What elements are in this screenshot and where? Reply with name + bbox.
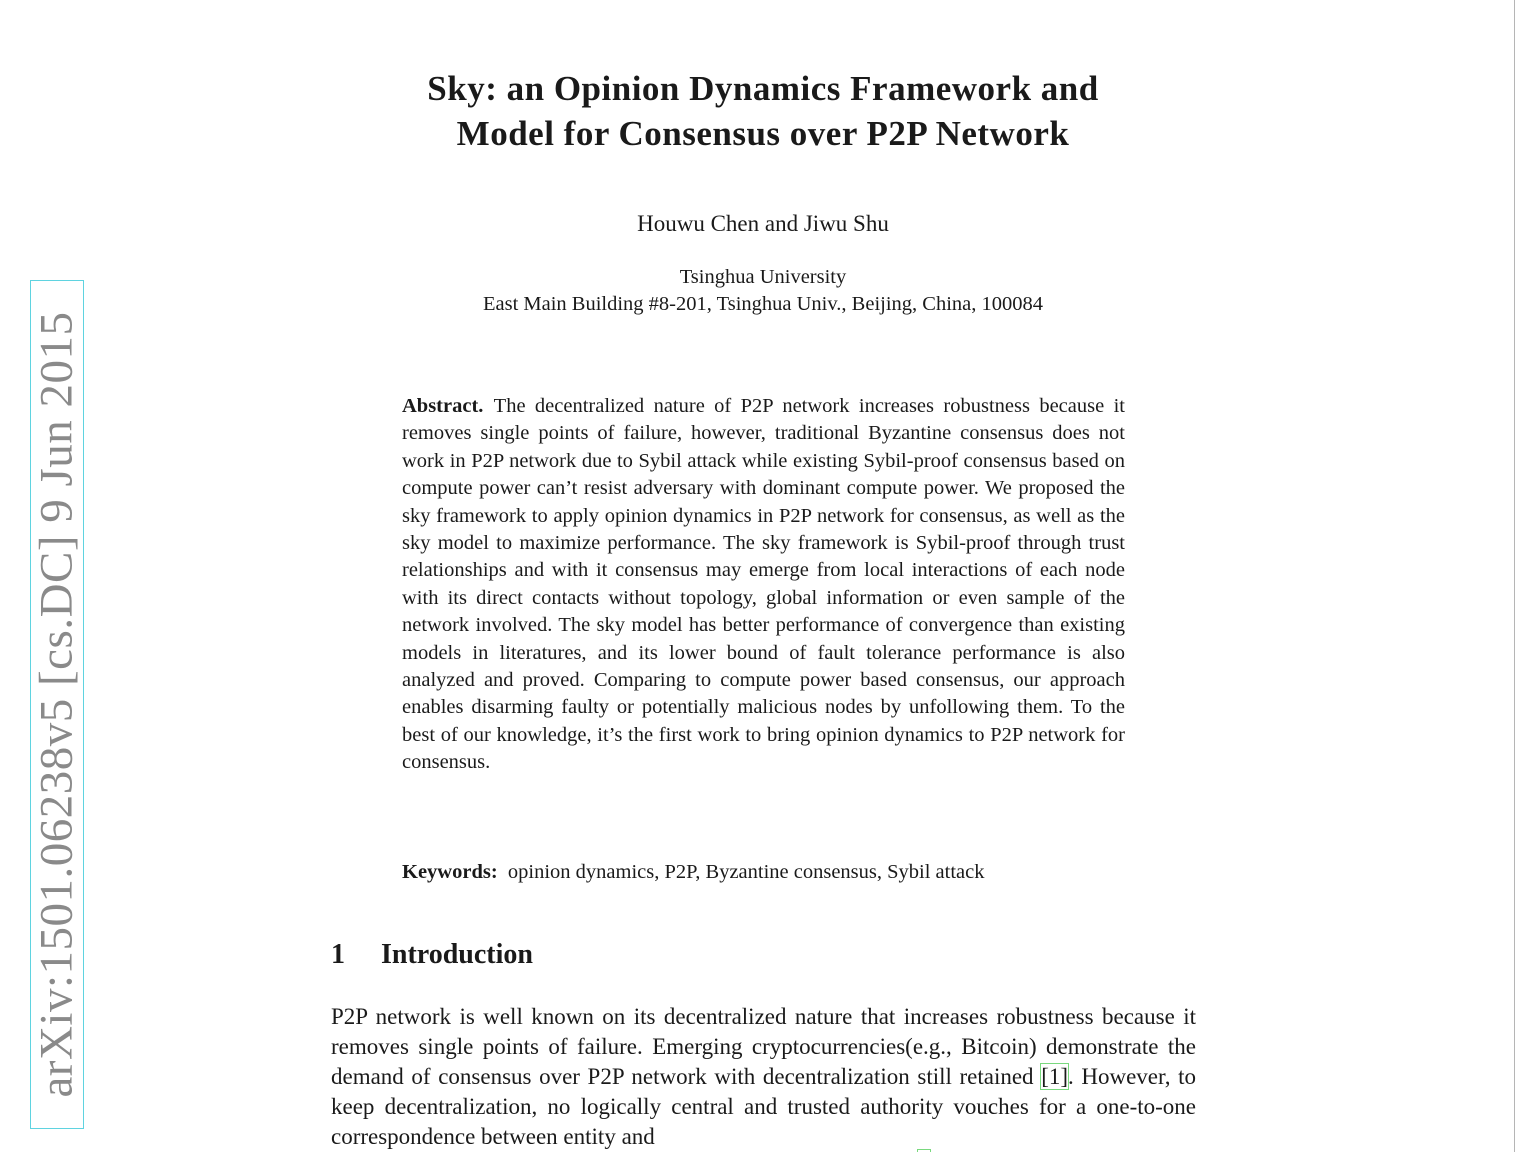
paper-title [300, 66, 1226, 156]
abstract-label: Abstract. [402, 395, 484, 417]
institution: Tsinghua University [679, 266, 847, 288]
section-title: Introduction [381, 939, 533, 970]
keywords-text: opinion dynamics, P2P, Byzantine consensus, Sybil attack [507, 861, 985, 883]
keywords-label: Keywords: [402, 861, 498, 883]
intro-text-2: . However, to keep decentralization, no logically central and trusted authority vouches for a one-to-one correspondence between entity and [331, 1064, 1197, 1149]
arxiv-stamp [30, 280, 84, 1129]
citation-link[interactable]: [1] [1041, 1064, 1069, 1089]
abstract-text: The decentralized nature of P2P network increases robustness because it removes single points of failure, however, traditional Byzantine consensus does not work in P2P network due to Sybil attack while existing Sybil-proof consensus based on compute power can’t resist adversary with dominant compute power. We proposed the sky framework to apply opinion dynamics in P2P network for consensus, as well as the sky model to maximize performance. The sky framework is Sybil-proof through trust relationships and with it consensus may emerge from local interactions of each node with its direct contacts without topology, global information or even sample of the network involved. The sky model has better performance of convergence than existing models in literatures, and its lower bound of fault tolerance performance is also analyzed and proved. Comparing to compute power based consensus, our approach enables disarming faulty or potentially malicious nodes by unfollowing them. To the best of our knowledge, it’s the first work to bring opinion dynamics to P2P network for consensus. [402, 395, 1125, 774]
section-heading [331, 937, 533, 973]
arxiv-id: arXiv:1501.06238v5 [cs.DC] 9 Jun 2015 [30, 311, 83, 1098]
authors: Houwu Chen and Jiwu Shu [637, 211, 889, 236]
address: East Main Building #8-201, Tsinghua Univ., Beijing, China, 100084 [482, 293, 1044, 315]
title-line-1: Sky: an Opinion Dynamics Framework and [427, 69, 1099, 108]
intro-paragraph [331, 1002, 1196, 1152]
affiliation [300, 264, 1226, 318]
intro-text-1: P2P network is well known on its decentralized nature that increases robustness because it removes single points of failure. Emerging cryptocurrencies(e.g., Bitcoin) demonstrate the demand of consensus over P2P network with decentralization still retained [331, 1004, 1196, 1089]
abstract [402, 393, 1125, 777]
page-edge [1514, 0, 1515, 1152]
keywords [402, 858, 1125, 886]
section-number: 1 [331, 939, 345, 970]
title-line-2: Model for Consensus over P2P Network [456, 114, 1070, 153]
